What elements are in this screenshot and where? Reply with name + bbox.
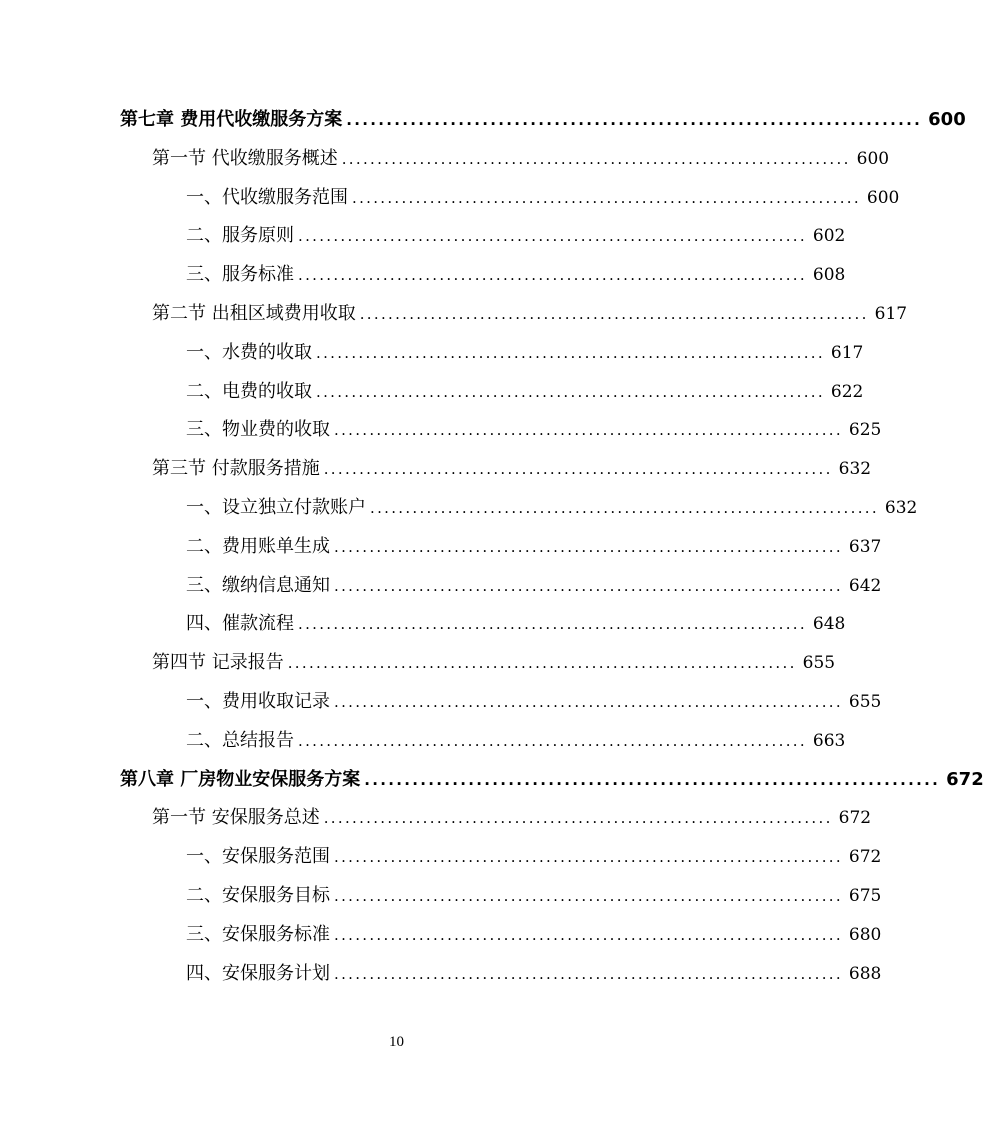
toc-entry-subsection[interactable] — [120, 844, 882, 883]
toc-entry-subsection[interactable] — [120, 185, 900, 224]
toc-dot-leader: ........................................................................ — [323, 809, 833, 828]
toc-dot-leader: ........................................................................ — [359, 304, 869, 323]
toc-dot-leader: ........................................................................ — [298, 615, 807, 634]
toc-entry-subsection[interactable] — [120, 223, 846, 262]
toc-entry-page: 637 — [848, 536, 882, 557]
toc-entry-title: 一、安保服务范围 — [186, 846, 330, 868]
toc-entry-subsection[interactable] — [120, 922, 882, 961]
toc-entry-subsection[interactable] — [120, 961, 882, 1000]
toc-entry-subsection[interactable] — [120, 340, 864, 379]
toc-entry-chapter-8[interactable] — [120, 767, 984, 806]
toc-entry-page: 655 — [848, 691, 882, 712]
toc-entry-title: 一、代收缴服务范围 — [186, 186, 348, 208]
toc-entry-subsection[interactable] — [120, 262, 846, 301]
toc-entry-subsection[interactable] — [120, 495, 918, 534]
toc-entry-title: 第四节 记录报告 — [152, 652, 284, 674]
toc-entry-page: 617 — [830, 342, 864, 363]
toc-entry-page: 688 — [848, 963, 882, 984]
toc-dot-leader: ........................................................................ — [323, 460, 833, 479]
toc-entry-title: 第三节 付款服务措施 — [152, 458, 320, 480]
toc-entry-page: 672 — [946, 768, 984, 790]
toc-dot-leader: ........................................................................ — [334, 925, 843, 944]
toc-entry-page: 642 — [848, 575, 882, 596]
toc-entry-subsection[interactable] — [120, 728, 846, 767]
toc-entry-page: 632 — [838, 459, 872, 480]
toc-dot-leader: ........................................................................ — [364, 770, 941, 789]
toc-entry-title: 第八章 厂房物业安保服务方案 — [120, 768, 361, 790]
toc-entry-page: 632 — [884, 497, 918, 518]
toc-dot-leader: ........................................................................ — [298, 731, 807, 750]
toc-entry-title: 二、费用账单生成 — [186, 535, 330, 557]
toc-entry-title: 第一节 代收缴服务概述 — [152, 147, 338, 169]
toc-entry-title: 第二节 出租区域费用收取 — [152, 302, 356, 324]
toc-entry-title: 一、水费的收取 — [186, 341, 312, 363]
toc-entry-page: 625 — [848, 420, 882, 441]
toc-entry-page: 648 — [812, 614, 846, 635]
toc-entry-section[interactable] — [120, 301, 908, 340]
toc-entry-section[interactable] — [120, 456, 872, 495]
toc-dot-leader: ........................................................................ — [334, 964, 843, 983]
toc-entry-page: 608 — [812, 265, 846, 286]
toc-entry-title: 一、设立独立付款账户 — [186, 496, 366, 518]
toc-dot-leader: ........................................................................ — [287, 654, 797, 673]
toc-entry-page: 602 — [812, 226, 846, 247]
toc-dot-leader: ........................................................................ — [334, 421, 843, 440]
toc-entry-page: 600 — [928, 109, 966, 130]
toc-entry-subsection[interactable] — [120, 379, 864, 418]
toc-entry-title: 三、物业费的收取 — [186, 419, 330, 441]
toc-entry-title: 四、安保服务计划 — [186, 962, 330, 984]
toc-entry-section[interactable] — [120, 146, 890, 185]
toc-entry-section[interactable] — [120, 650, 836, 689]
toc-dot-leader: ........................................................................ — [352, 188, 861, 207]
toc-dot-leader: ........................................................................ — [298, 227, 807, 246]
toc-entry-chapter-7[interactable] — [120, 107, 966, 146]
toc-dot-leader: ........................................................................ — [316, 343, 825, 362]
toc-entry-subsection[interactable] — [120, 573, 882, 612]
toc-dot-leader: ........................................................................ — [370, 498, 879, 517]
toc-entry-page: 672 — [848, 847, 882, 868]
toc-entry-subsection[interactable] — [120, 534, 882, 573]
toc-dot-leader: ........................................................................ — [334, 848, 843, 867]
toc-entry-title: 三、服务标准 — [186, 264, 294, 286]
toc-entry-page: 655 — [802, 653, 836, 674]
toc-entry-title: 二、服务原则 — [186, 225, 294, 247]
toc-entry-title: 一、费用收取记录 — [186, 690, 330, 712]
toc-entry-page: 600 — [856, 148, 890, 169]
toc-entry-subsection[interactable] — [120, 883, 882, 922]
toc-entry-title: 第一节 安保服务总述 — [152, 807, 320, 829]
toc-entry-page: 663 — [812, 730, 846, 751]
toc-entry-title: 三、缴纳信息通知 — [186, 574, 330, 596]
toc-entry-title: 二、安保服务目标 — [186, 884, 330, 906]
toc-entry-title: 第七章 费用代收缴服务方案 — [120, 109, 343, 130]
toc-entry-page: 622 — [830, 381, 864, 402]
page-number: 10 — [389, 1034, 404, 1050]
toc-entry-page: 672 — [838, 808, 872, 829]
toc-entry-title: 四、催款流程 — [186, 613, 294, 635]
toc-entry-page: 680 — [848, 924, 882, 945]
toc-dot-leader: ........................................................................ — [334, 576, 843, 595]
table-of-contents — [120, 107, 984, 999]
toc-entry-page: 600 — [866, 187, 900, 208]
toc-dot-leader: ........................................................................ — [334, 886, 843, 905]
toc-dot-leader: ........................................................................ — [298, 266, 807, 285]
toc-entry-title: 二、电费的收取 — [186, 380, 312, 402]
toc-entry-page: 617 — [874, 303, 908, 324]
toc-entry-title: 三、安保服务标准 — [186, 923, 330, 945]
toc-dot-leader: ........................................................................ — [341, 149, 851, 168]
toc-dot-leader: ........................................................................ — [346, 111, 923, 129]
toc-dot-leader: ........................................................................ — [316, 382, 825, 401]
toc-entry-subsection[interactable] — [120, 689, 882, 728]
toc-entry-page: 675 — [848, 885, 882, 906]
toc-entry-title: 二、总结报告 — [186, 729, 294, 751]
toc-dot-leader: ........................................................................ — [334, 537, 843, 556]
toc-entry-section[interactable] — [120, 805, 872, 844]
toc-dot-leader: ........................................................................ — [334, 692, 843, 711]
toc-entry-subsection[interactable] — [120, 611, 846, 650]
toc-entry-subsection[interactable] — [120, 417, 882, 456]
